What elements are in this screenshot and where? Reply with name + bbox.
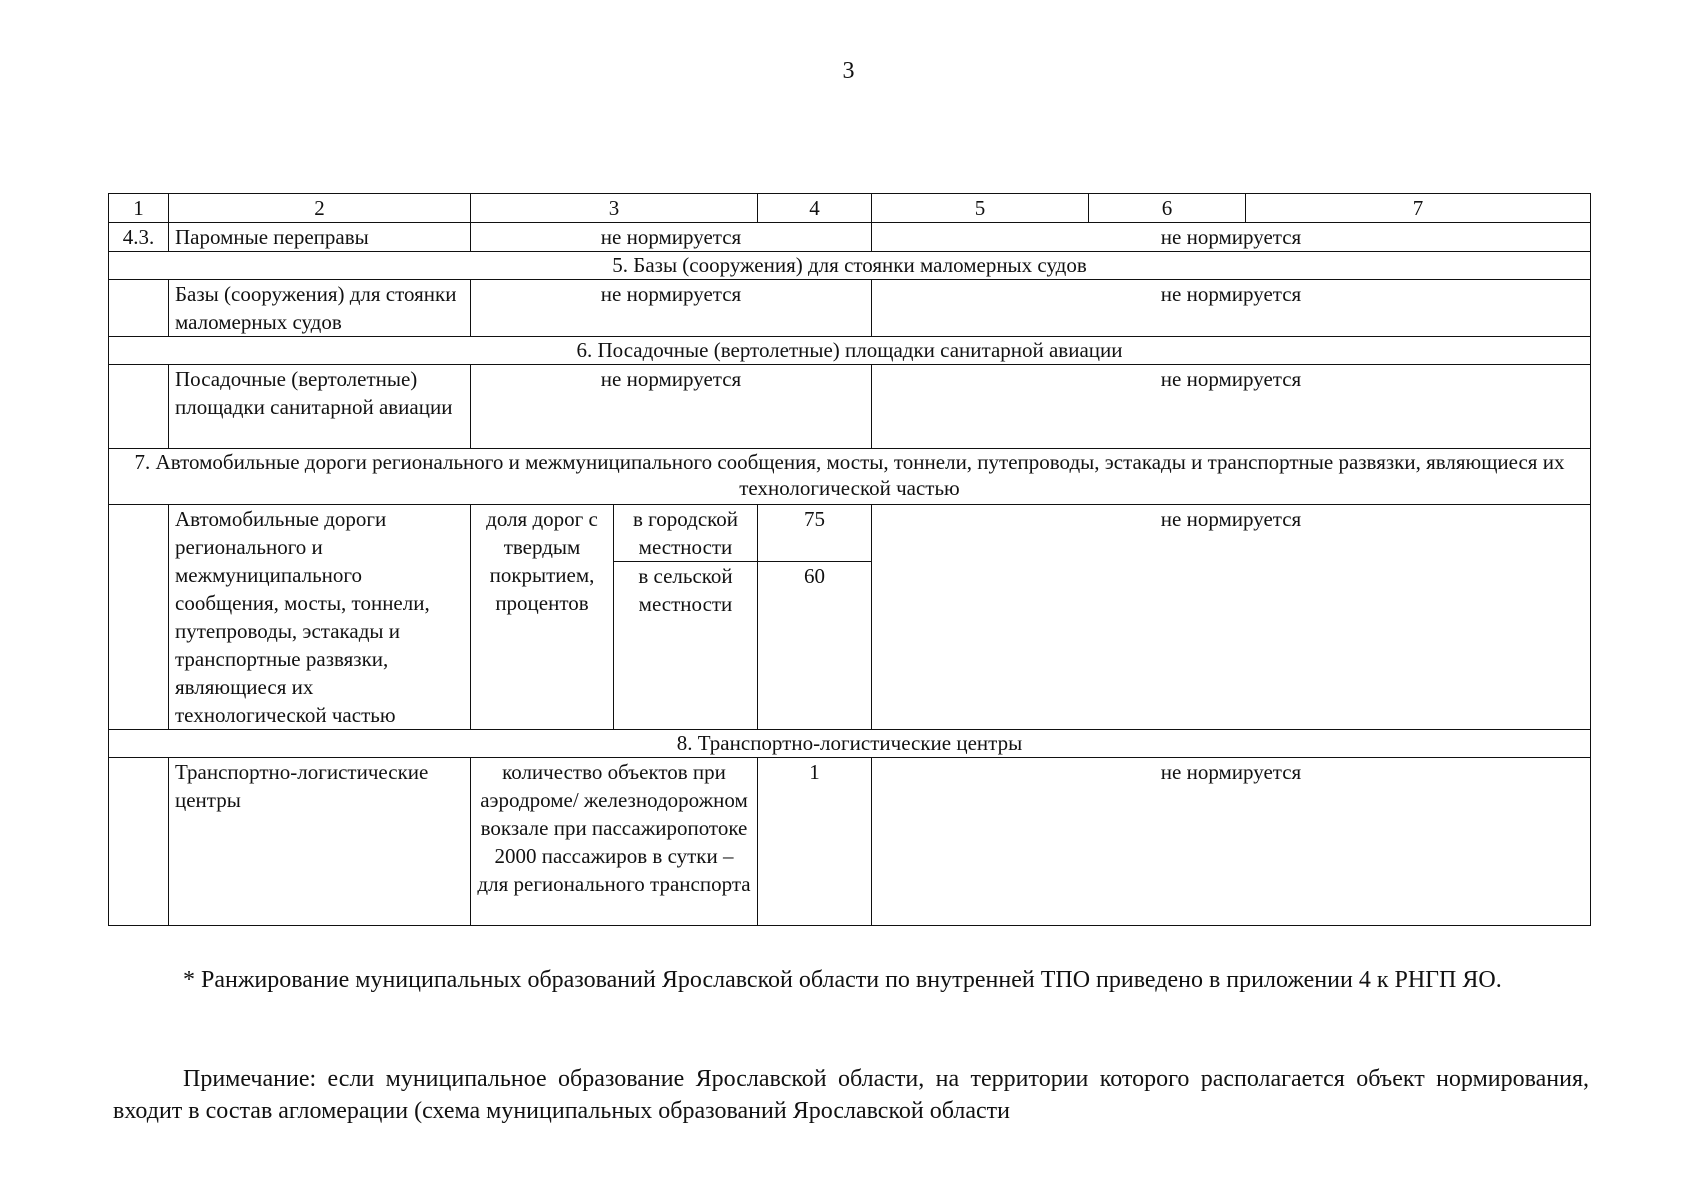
- object-name: Автомобильные дороги регионального и межмуниципального сообщения, мосты, тоннели, путепроводы, эстакады и транспортные развязки, являющиеся их технологической частью: [169, 505, 471, 730]
- indicator-cell: не нормируется: [471, 280, 872, 337]
- row-logistics-centers: [109, 758, 1591, 926]
- section-5-title: 5. Базы (сооружения) для стоянки маломерных судов: [109, 252, 1591, 280]
- section-header: [109, 730, 1591, 758]
- section-6-title: 6. Посадочные (вертолетные) площадки санитарной авиации: [109, 337, 1591, 365]
- accessibility-cell: не нормируется: [872, 505, 1591, 730]
- rural-label: в сельской местности: [614, 562, 758, 730]
- object-name: Паромные переправы: [169, 223, 471, 252]
- col-header-2: 2: [169, 194, 471, 223]
- remark: Примечание: если муниципальное образование Ярославской области, на территории которого располагается объект нормирования, входит в состав агломерации (схема муниципальных образований Ярославской области: [113, 1066, 1589, 1124]
- norms-table: [108, 193, 1591, 926]
- row-number: [109, 758, 169, 926]
- accessibility-cell: не нормируется: [872, 365, 1591, 449]
- col-header-5: 5: [872, 194, 1089, 223]
- row-number: [109, 280, 169, 337]
- col-header-1: 1: [109, 194, 169, 223]
- accessibility-cell: не нормируется: [872, 758, 1591, 926]
- section-7-title: 7. Автомобильные дороги регионального и межмуниципального сообщения, мосты, тоннели, путепроводы, эстакады и транспортные развязки, являющиеся их технологической частью: [109, 449, 1591, 505]
- object-name: Базы (сооружения) для стоянки маломерных судов: [169, 280, 471, 337]
- column-number-row: [109, 194, 1591, 223]
- footnote: * Ранжирование муниципальных образований Ярославской области по внутренней ТПО приведено в приложении 4 к РНГП ЯО.: [183, 967, 1502, 993]
- indicator-cell: доля дорог с твердым покрытием, процентов: [471, 505, 614, 730]
- row-number: [109, 365, 169, 449]
- section-header: [109, 337, 1591, 365]
- page-number: 3: [842, 58, 855, 84]
- row-roads-urban: [109, 505, 1591, 562]
- col-header-3: 3: [471, 194, 758, 223]
- object-name: Посадочные (вертолетные) площадки санитарной авиации: [169, 365, 471, 449]
- urban-value: 75: [758, 505, 872, 562]
- row-ferry-crossings: [109, 223, 1591, 252]
- rural-value: 60: [758, 562, 872, 730]
- col-header-7: 7: [1246, 194, 1591, 223]
- accessibility-cell: не нормируется: [872, 223, 1591, 252]
- row-number: [109, 505, 169, 730]
- urban-label: в городской местности: [614, 505, 758, 562]
- row-helipads: [109, 365, 1591, 449]
- col-header-6: 6: [1089, 194, 1246, 223]
- accessibility-cell: не нормируется: [872, 280, 1591, 337]
- row-small-vessel-bases: [109, 280, 1591, 337]
- section-header: [109, 252, 1591, 280]
- indicator-cell: не нормируется: [471, 223, 872, 252]
- col-header-4: 4: [758, 194, 872, 223]
- indicator-cell: количество объектов при аэродроме/ железнодорожном вокзале при пассажиропотоке 2000 пассажиров в сутки – для регионального транспорта: [471, 758, 758, 926]
- indicator-value: 1: [758, 758, 872, 926]
- row-number: 4.3.: [109, 223, 169, 252]
- section-header: [109, 449, 1591, 505]
- object-name: Транспортно-логистические центры: [169, 758, 471, 926]
- indicator-cell: не нормируется: [471, 365, 872, 449]
- section-8-title: 8. Транспортно-логистические центры: [109, 730, 1591, 758]
